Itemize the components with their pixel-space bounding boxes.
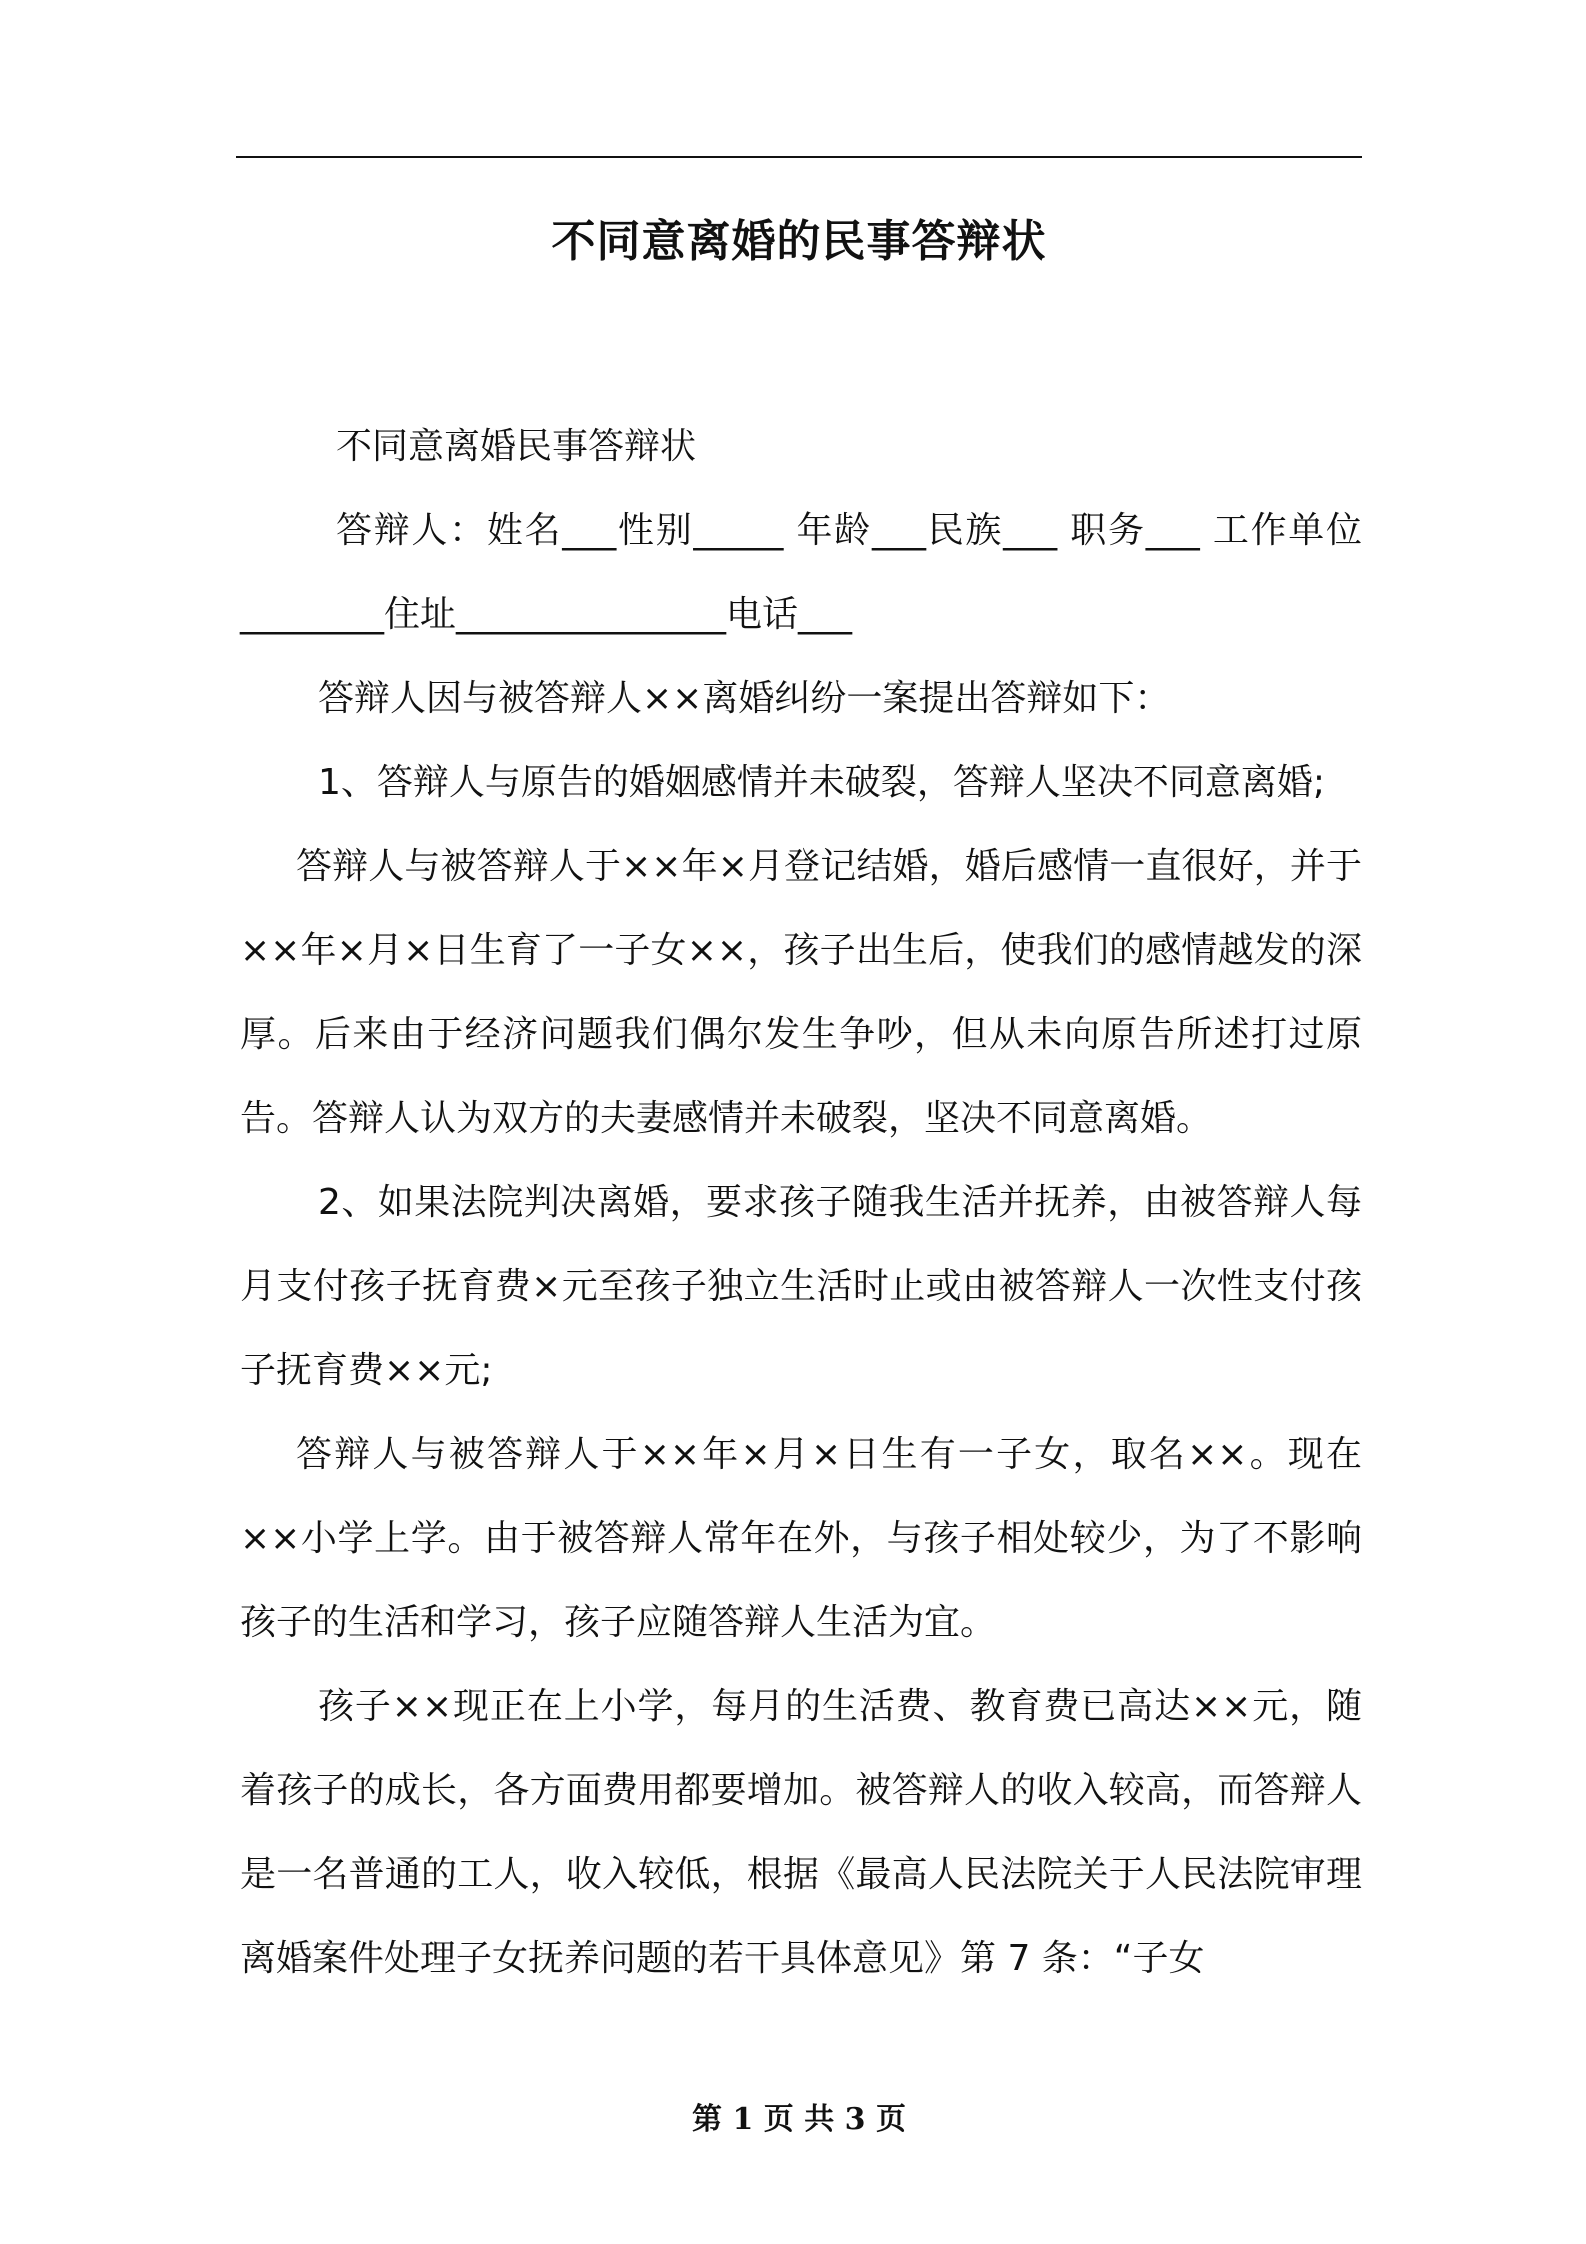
point-2-heading: 2、如果法院判决离婚，要求孩子随我生活并抚养，由被答辩人每月支付孩子抚育费×元至孩子独立生活时止或由被答辩人一次性支付孩子抚育费××元; xyxy=(240,1182,1362,1391)
child-expenses-paragraph: 孩子××现正在上小学，每月的生活费、教育费已高达××元，随着孩子的成长，各方面费用都要增加。被答辩人的收入较高，而答辩人是一名普通的工人，收入较低，根据《最高人民法院关于人民法院审理离婚案件处理子女抚养问题的若干具体意见》第 7 条：“子女 xyxy=(240,1686,1362,1979)
document-body xyxy=(240,405,1362,2001)
page-number: 第 1 页 共 3 页 xyxy=(692,2102,906,2137)
point-2-body: 答辩人与被答辩人于××年×月×日生有一子女，取名××。现在××小学上学。由于被答辩人常年在外，与孩子相处较少，为了不影响孩子的生活和学习，孩子应随答辩人生活为宜。 xyxy=(240,1434,1362,1643)
point-1-heading: 1、答辩人与原告的婚姻感情并未破裂，答辩人坚决不同意离婚; xyxy=(318,762,1326,803)
point-1-body: 答辩人与被答辩人于××年×月登记结婚，婚后感情一直很好，并于××年×月×日生育了一子女××，孩子出生后，使我们的感情越发的深厚。后来由于经济问题我们偶尔发生争吵，但从未向原告所述打过原告。答辩人认为双方的夫妻感情并未破裂，坚决不同意离婚。 xyxy=(240,846,1362,1139)
intro-paragraph: 答辩人因与被答辩人××离婚纠纷一案提出答辩如下： xyxy=(318,678,1171,719)
document-title: 不同意离婚的民事答辩状 xyxy=(551,216,1047,267)
respondent-info-paragraph: 答辩人：姓名___性别_____ 年龄___民族___ 职务___ 工作单位________住址_______________电话___ xyxy=(240,510,1362,635)
document-subtitle: 不同意离婚民事答辩状 xyxy=(336,426,697,467)
header-rule xyxy=(236,156,1362,158)
